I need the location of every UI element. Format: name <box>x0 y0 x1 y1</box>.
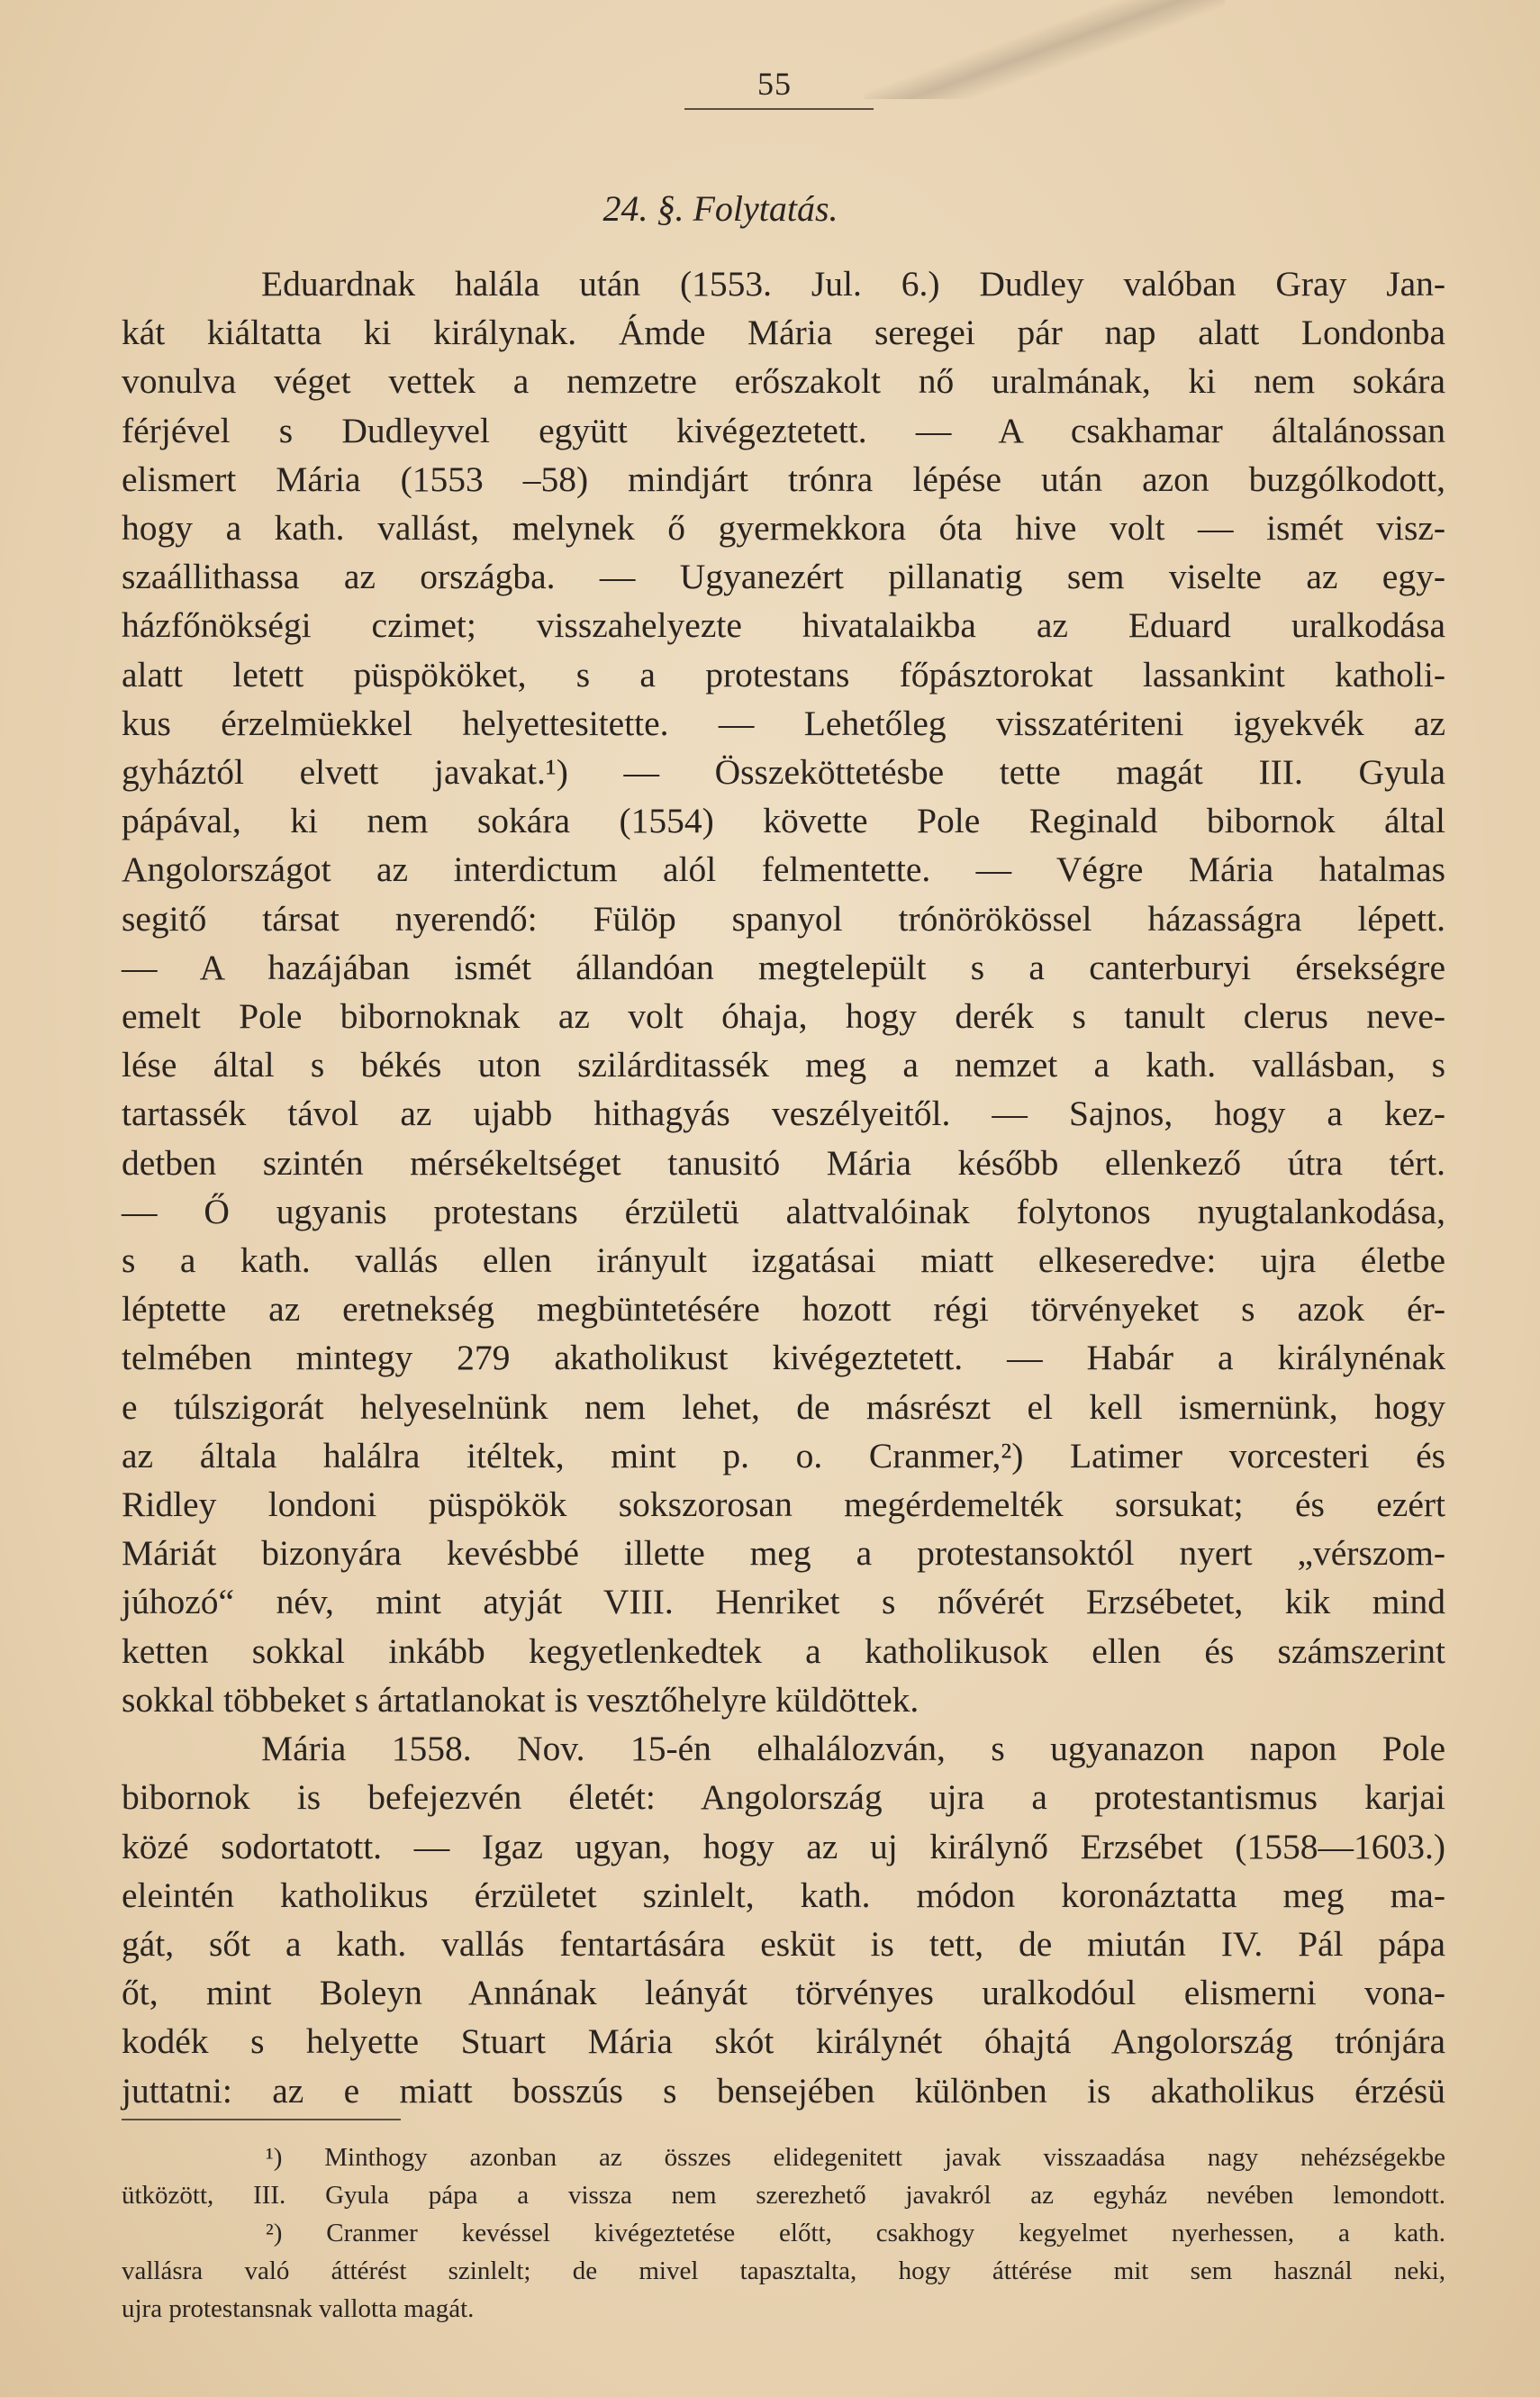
text-line: s a kath. vallás ellen irányult izgatásai miatt elkeseredve: ujra életbe <box>122 1240 1445 1281</box>
text-line: léptette az eretnekség megbüntetésére hozott régi törvényeket s azok ér- <box>122 1289 1445 1330</box>
text-line: alatt letett püspököket, s a protestans főpásztorokat lassankint katholi- <box>122 654 1445 695</box>
footnote-line: ¹) Minthogy azonban az összes elidegenitett javak visszaadása nagy nehézségekbe <box>266 2143 1445 2172</box>
text-line: Mária 1558. Nov. 15-én elhalálozván, s ugyanazon napon Pole <box>261 1729 1445 1769</box>
text-line: őt, mint Boleyn Annának leányát törvényes uralkodóul elismerni vona- <box>122 1973 1445 2013</box>
text-line: lése által s békés uton szilárditassék meg a nemzet a kath. vallásban, s <box>122 1045 1445 1085</box>
text-line: vonulva véget vettek a nemzetre erőszakolt nő uralmának, ki nem sokára <box>122 361 1445 402</box>
section-heading: 24. §. Folytatás. <box>602 188 838 229</box>
text-line: bibornok is befejezvén életét: Angolország ujra a protestantismus karjai <box>122 1777 1445 1818</box>
text-line: gyháztól elvett javakat.¹) — Összeköttetésbe tette magát III. Gyula <box>122 752 1445 793</box>
text-line: elismert Mária (1553 –58) mindjárt trónra lépése után azon buzgólkodott, <box>122 459 1445 499</box>
text-line: Máriát bizonyára kevésbbé illette meg a protestansoktól nyert „vérszom- <box>122 1533 1445 1574</box>
text-line: — A hazájában ismét állandóan megtelepült s a canterburyi érsekségre <box>122 947 1445 987</box>
footnote-line: vallásra való áttérést szinlelt; de mivel tapasztalta, hogy áttérése mit sem használ neki, <box>122 2256 1445 2285</box>
body-text <box>122 259 1445 2115</box>
text-line: Angolországot az interdictum alól felmentette. — Végre Mária hatalmas <box>122 849 1445 890</box>
text-line: juttatni: az e miatt bosszús s bensejében különben is akatholikus érzésü <box>122 2070 1445 2111</box>
text-line: Ridley londoni püspökök sokszorosan megérdemelték sorsukat; és ezért <box>122 1485 1445 1525</box>
text-line: hogy a kath. vallást, melynek ő gyermekkora óta hive volt — ismét visz- <box>122 508 1445 549</box>
text-line: sokkal többeket s ártatlanokat is vesztőhelyre küldöttek. <box>122 1679 919 1720</box>
page-number: 55 <box>757 66 792 102</box>
text-line: házfőnökségi czimet; visszahelyezte hivatalaikba az Eduard uralkodása <box>122 605 1445 646</box>
paper-stain <box>865 0 1225 99</box>
footnote-rule <box>122 2119 401 2120</box>
text-line: segitő társat nyerendő: Fülöp spanyol trónörökössel házasságra lépett. <box>122 898 1445 939</box>
text-line: kus érzelmüekkel helyettesitette. — Lehetőleg visszatériteni igyekvék az <box>122 703 1445 743</box>
text-line: kodék s helyette Stuart Mária skót királynét óhajtá Angolország trónjára <box>122 2021 1445 2062</box>
footnote-line: ütközött, III. Gyula pápa a vissza nem szerezhető javakról az egyház nevében lemondott. <box>122 2181 1445 2210</box>
text-line: — Ő ugyanis protestans érzületü alattvalóinak folytonos nyugtalankodása, <box>122 1191 1445 1231</box>
text-line: férjével s Dudleyvel együtt kivégeztetett. — A csakhamar általánossan <box>122 410 1445 450</box>
page-number-rule <box>684 108 874 110</box>
text-line: közé sodortatott. — Igaz ugyan, hogy az uj királynő Erzsébet (1558—1603.) <box>122 1826 1445 1866</box>
text-line: tartassék távol az ujabb hithagyás veszélyeitől. — Sajnos, hogy a kez- <box>122 1094 1445 1134</box>
text-line: emelt Pole bibornoknak az volt óhaja, hogy derék s tanult clerus neve- <box>122 996 1445 1037</box>
footnote-line: ujra protestansnak vallotta magát. <box>122 2294 475 2323</box>
footnotes <box>122 2138 1445 2328</box>
text-line: júhozó“ név, mint atyját VIII. Henriket s nővérét Erzsébetet, kik mind <box>122 1582 1445 1622</box>
text-line: e túlszigorát helyeselnünk nem lehet, de másrészt el kell ismernünk, hogy <box>122 1386 1445 1427</box>
text-line: detben szintén mérsékeltséget tanusitó Mária később ellenkező útra tért. <box>122 1142 1445 1183</box>
text-line: pápával, ki nem sokára (1554) követte Pole Reginald bibornok által <box>122 801 1445 841</box>
text-line: ketten sokkal inkább kegyetlenkedtek a katholikusok ellen és számszerint <box>122 1630 1445 1671</box>
text-line: kát kiáltatta ki királynak. Ámde Mária seregei pár nap alatt Londonba <box>122 313 1445 353</box>
text-line: eleintén katholikus érzületet szinlelt, kath. módon koronáztatta meg ma- <box>122 1875 1445 1915</box>
text-line: telmében mintegy 279 akatholikust kivégeztetett. — Habár a királynénak <box>122 1338 1445 1378</box>
footnote-line: ²) Cranmer kevéssel kivégeztetése előtt, csakhogy kegyelmet nyerhessen, a kath. <box>266 2219 1445 2247</box>
text-line: gát, sőt a kath. vallás fentartására esküt is tett, de miután IV. Pál pápa <box>122 1923 1445 1964</box>
text-line: az általa halálra itéltek, mint p. o. Cranmer,²) Latimer vorcesteri és <box>122 1435 1445 1475</box>
text-line: szaállithassa az országba. — Ugyanezért pillanatig sem viselte az egy- <box>122 557 1445 597</box>
text-line: Eduardnak halála után (1553. Jul. 6.) Dudley valóban Gray Jan- <box>261 264 1445 304</box>
